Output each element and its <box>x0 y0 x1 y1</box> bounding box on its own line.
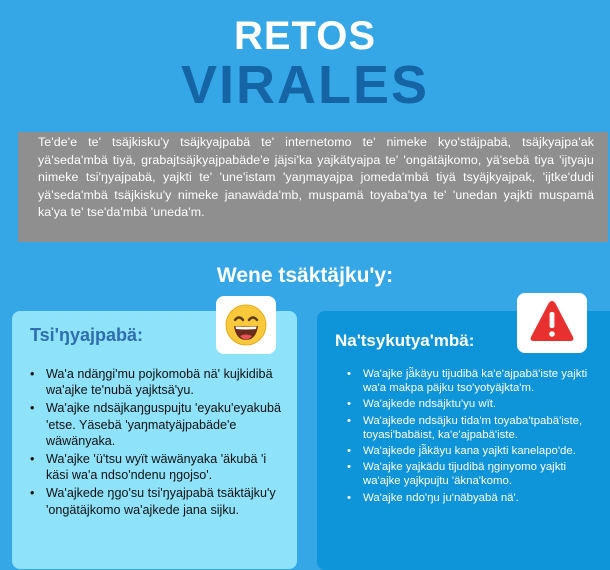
list-item: • Wa'ajke ndo'ŋu ju'näbyabä nä'. <box>345 491 600 505</box>
list-item: • Wa'ajkede ndsäjktu'yu wït. <box>345 397 600 411</box>
list-item: • Wa'ajkede ndsäjku tida'm toyaba'tpabä'iste, toyasi'babäist, ka'e'ajpabä'iste. <box>345 414 600 442</box>
list-item: • Wa'ajke 'ü'tsu wyït wäwänyaka 'äkubä 'i käsi wa'a ndso'ndenu ŋgojso'. <box>28 451 290 483</box>
laughing-face-icon <box>216 296 276 354</box>
fun-challenges-title: Tsi'ŋyajpabä: <box>30 325 143 345</box>
warning-icon <box>517 293 587 353</box>
fun-challenges-list <box>28 366 290 520</box>
dangerous-challenges-list <box>345 367 600 507</box>
list-item: • Wa'ajke ndsäjkaŋguspujtu 'eyaku'eyakubä 'etse. Yäsebä 'yaŋmatyäjpabäde'e wäwänyaka. <box>28 400 290 449</box>
list-item: • Wa'ajkede ŋgo'su tsi'ŋyajpabä tsäktäjku'y 'ongätäjkomo wa'ajkede jana sijku. <box>28 485 290 517</box>
section-subtitle: Wene tsäktäjku'y: <box>216 264 394 287</box>
list-item: • Wa'ajkede jä̃käyu kana yajkti kanelapo'de. <box>345 444 600 458</box>
intro-paragraph: Te'de'e te' tsäjkisku'y tsäjkyajpabä te' internetomo te' nimeke kyo'stäjpabä, tsäjkyajpa'ak yä'seda'mbä tiyä, grabajtsäjkyajpabäde'e jäjsi'ka yajkätyajpa te' 'ongätäjkomo, yä'sebä tiya 'ijtyaju nimeke tsi'ŋyajpabä, yajkti te' 'une'istam 'yaŋmayajpa jomeda'mbä tiyä tsyäjkyajpak, 'ijtke'dudi yä'seda'mbä tsäjkisku'y nimeke janawäda'mb, muspamä toyaba'tya te' 'unedan yajkti muspamä ka'ya te' tse'da'mbä 'uneda'm. <box>38 135 594 220</box>
list-item: • Wa'ajke yajkädu tijudibä ŋginyomo yajkti wa'ajke yajkpujtu 'äkna'komo. <box>345 460 600 488</box>
dangerous-challenges-title: Na'tsykutya'mbä: <box>335 331 475 350</box>
title-virales: VIRALES <box>180 55 430 115</box>
list-item: • Wa'a ndäŋgi'mu pojkomobä nä' kujkidibä wa'ajke te'nubä yajktsä'yu. <box>28 366 290 398</box>
list-item: • Wa'ajke jä̃käyu tijudibä ka'e'ajpabä'iste yajkti wa'a makpa päjku tso'yotyäjkta'm. <box>345 367 600 395</box>
title-retos: RETOS <box>233 14 377 58</box>
